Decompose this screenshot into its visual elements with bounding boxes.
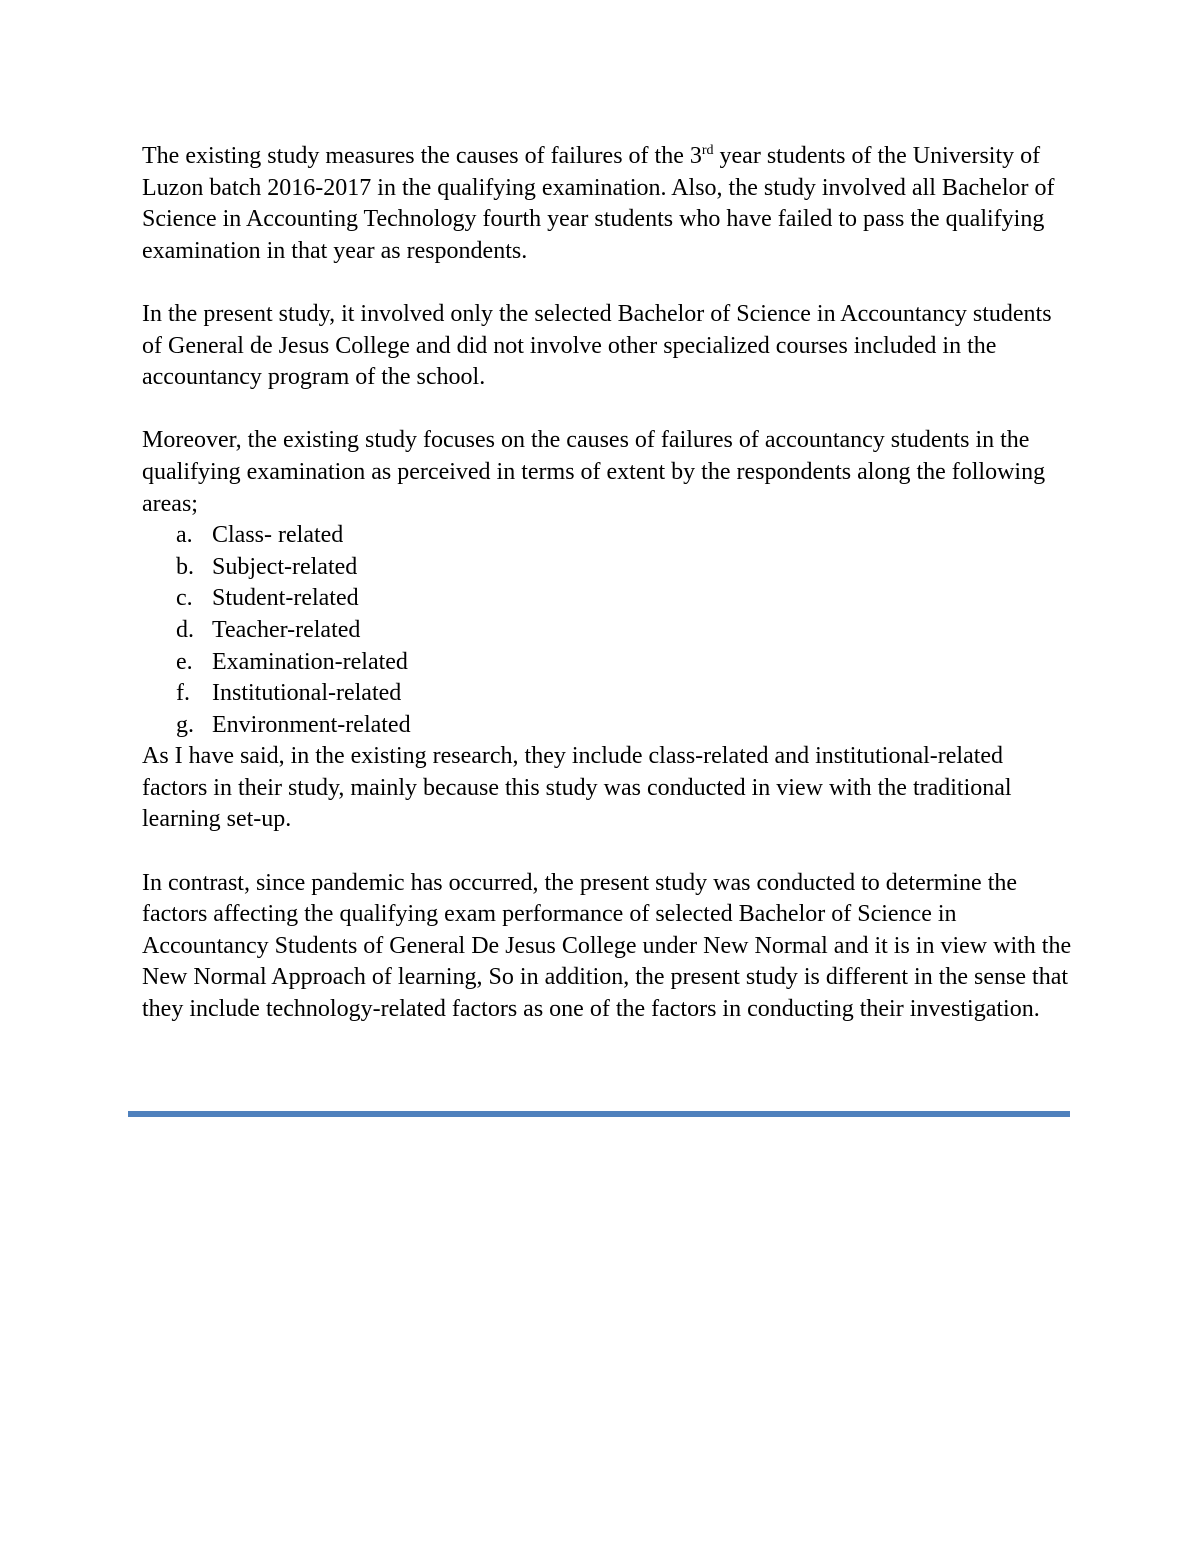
list-marker: f. bbox=[176, 680, 190, 707]
list-item-text: Institutional-related bbox=[212, 680, 402, 707]
list-marker: c. bbox=[176, 585, 193, 612]
list-item bbox=[142, 520, 1072, 552]
list-marker: a. bbox=[176, 522, 193, 549]
paragraph-present-study: In the present study, it involved only the selected Bachelor of Science in Accountancy students of General de Jesus College and did not involve other specialized courses included in the accountancy program of the school. bbox=[142, 300, 1052, 391]
list-item bbox=[142, 615, 1072, 647]
list-marker: e. bbox=[176, 648, 193, 675]
list-item-text: Student-related bbox=[212, 585, 359, 612]
list-item-text: Subject-related bbox=[212, 553, 358, 580]
paragraph-1-part-2: year students of the University of Luzon batch 2016-2017 in the qualifying examination. Also, the study involved all Bachelor of Science in Accounting Technology fourth year students who have failed to pass the qualifying examination in that year as respondents. bbox=[142, 143, 1055, 264]
list-item-text: Environment-related bbox=[212, 711, 411, 738]
list-marker: b. bbox=[176, 553, 194, 580]
paragraph-areas-intro: Moreover, the existing study focuses on the causes of failures of accountancy students in the qualifying examination as perceived in terms of extent by the respondents along the following areas; bbox=[142, 427, 1046, 517]
list-item bbox=[142, 647, 1072, 679]
list-item-text: Class- related bbox=[212, 522, 344, 549]
areas-list bbox=[142, 520, 1072, 741]
list-item-text: Examination-related bbox=[212, 648, 408, 675]
list-item bbox=[142, 710, 1072, 742]
document-body bbox=[142, 141, 1072, 1026]
list-marker: d. bbox=[176, 616, 194, 643]
section-divider-rule bbox=[128, 1111, 1070, 1117]
paragraph-existing-study bbox=[142, 141, 1072, 267]
paragraph-1-part-1: The existing study measures the causes of failures of the 3 bbox=[142, 143, 702, 169]
paragraph-existing-research: As I have said, in the existing research, they include class-related and institutional-related factors in their study, mainly because this study was conducted in view with the traditional learning set-up. bbox=[142, 743, 1012, 833]
ordinal-superscript: rd bbox=[701, 143, 714, 158]
list-item bbox=[142, 552, 1072, 584]
list-item bbox=[142, 583, 1072, 615]
list-item-text: Teacher-related bbox=[212, 616, 361, 643]
paragraph-in-contrast: In contrast, since pandemic has occurred, the present study was conducted to determine the factors affecting the qualifying exam performance of selected Bachelor of Science in Accountancy Students of General De Jesus College under New Normal and it is in view with the New Normal Approach of learning, So in addition, the present study is different in the sense that they include technology-related factors as one of the factors in conducting their investigation. bbox=[142, 869, 1072, 1023]
list-item bbox=[142, 678, 1072, 710]
list-marker: g. bbox=[176, 711, 194, 738]
